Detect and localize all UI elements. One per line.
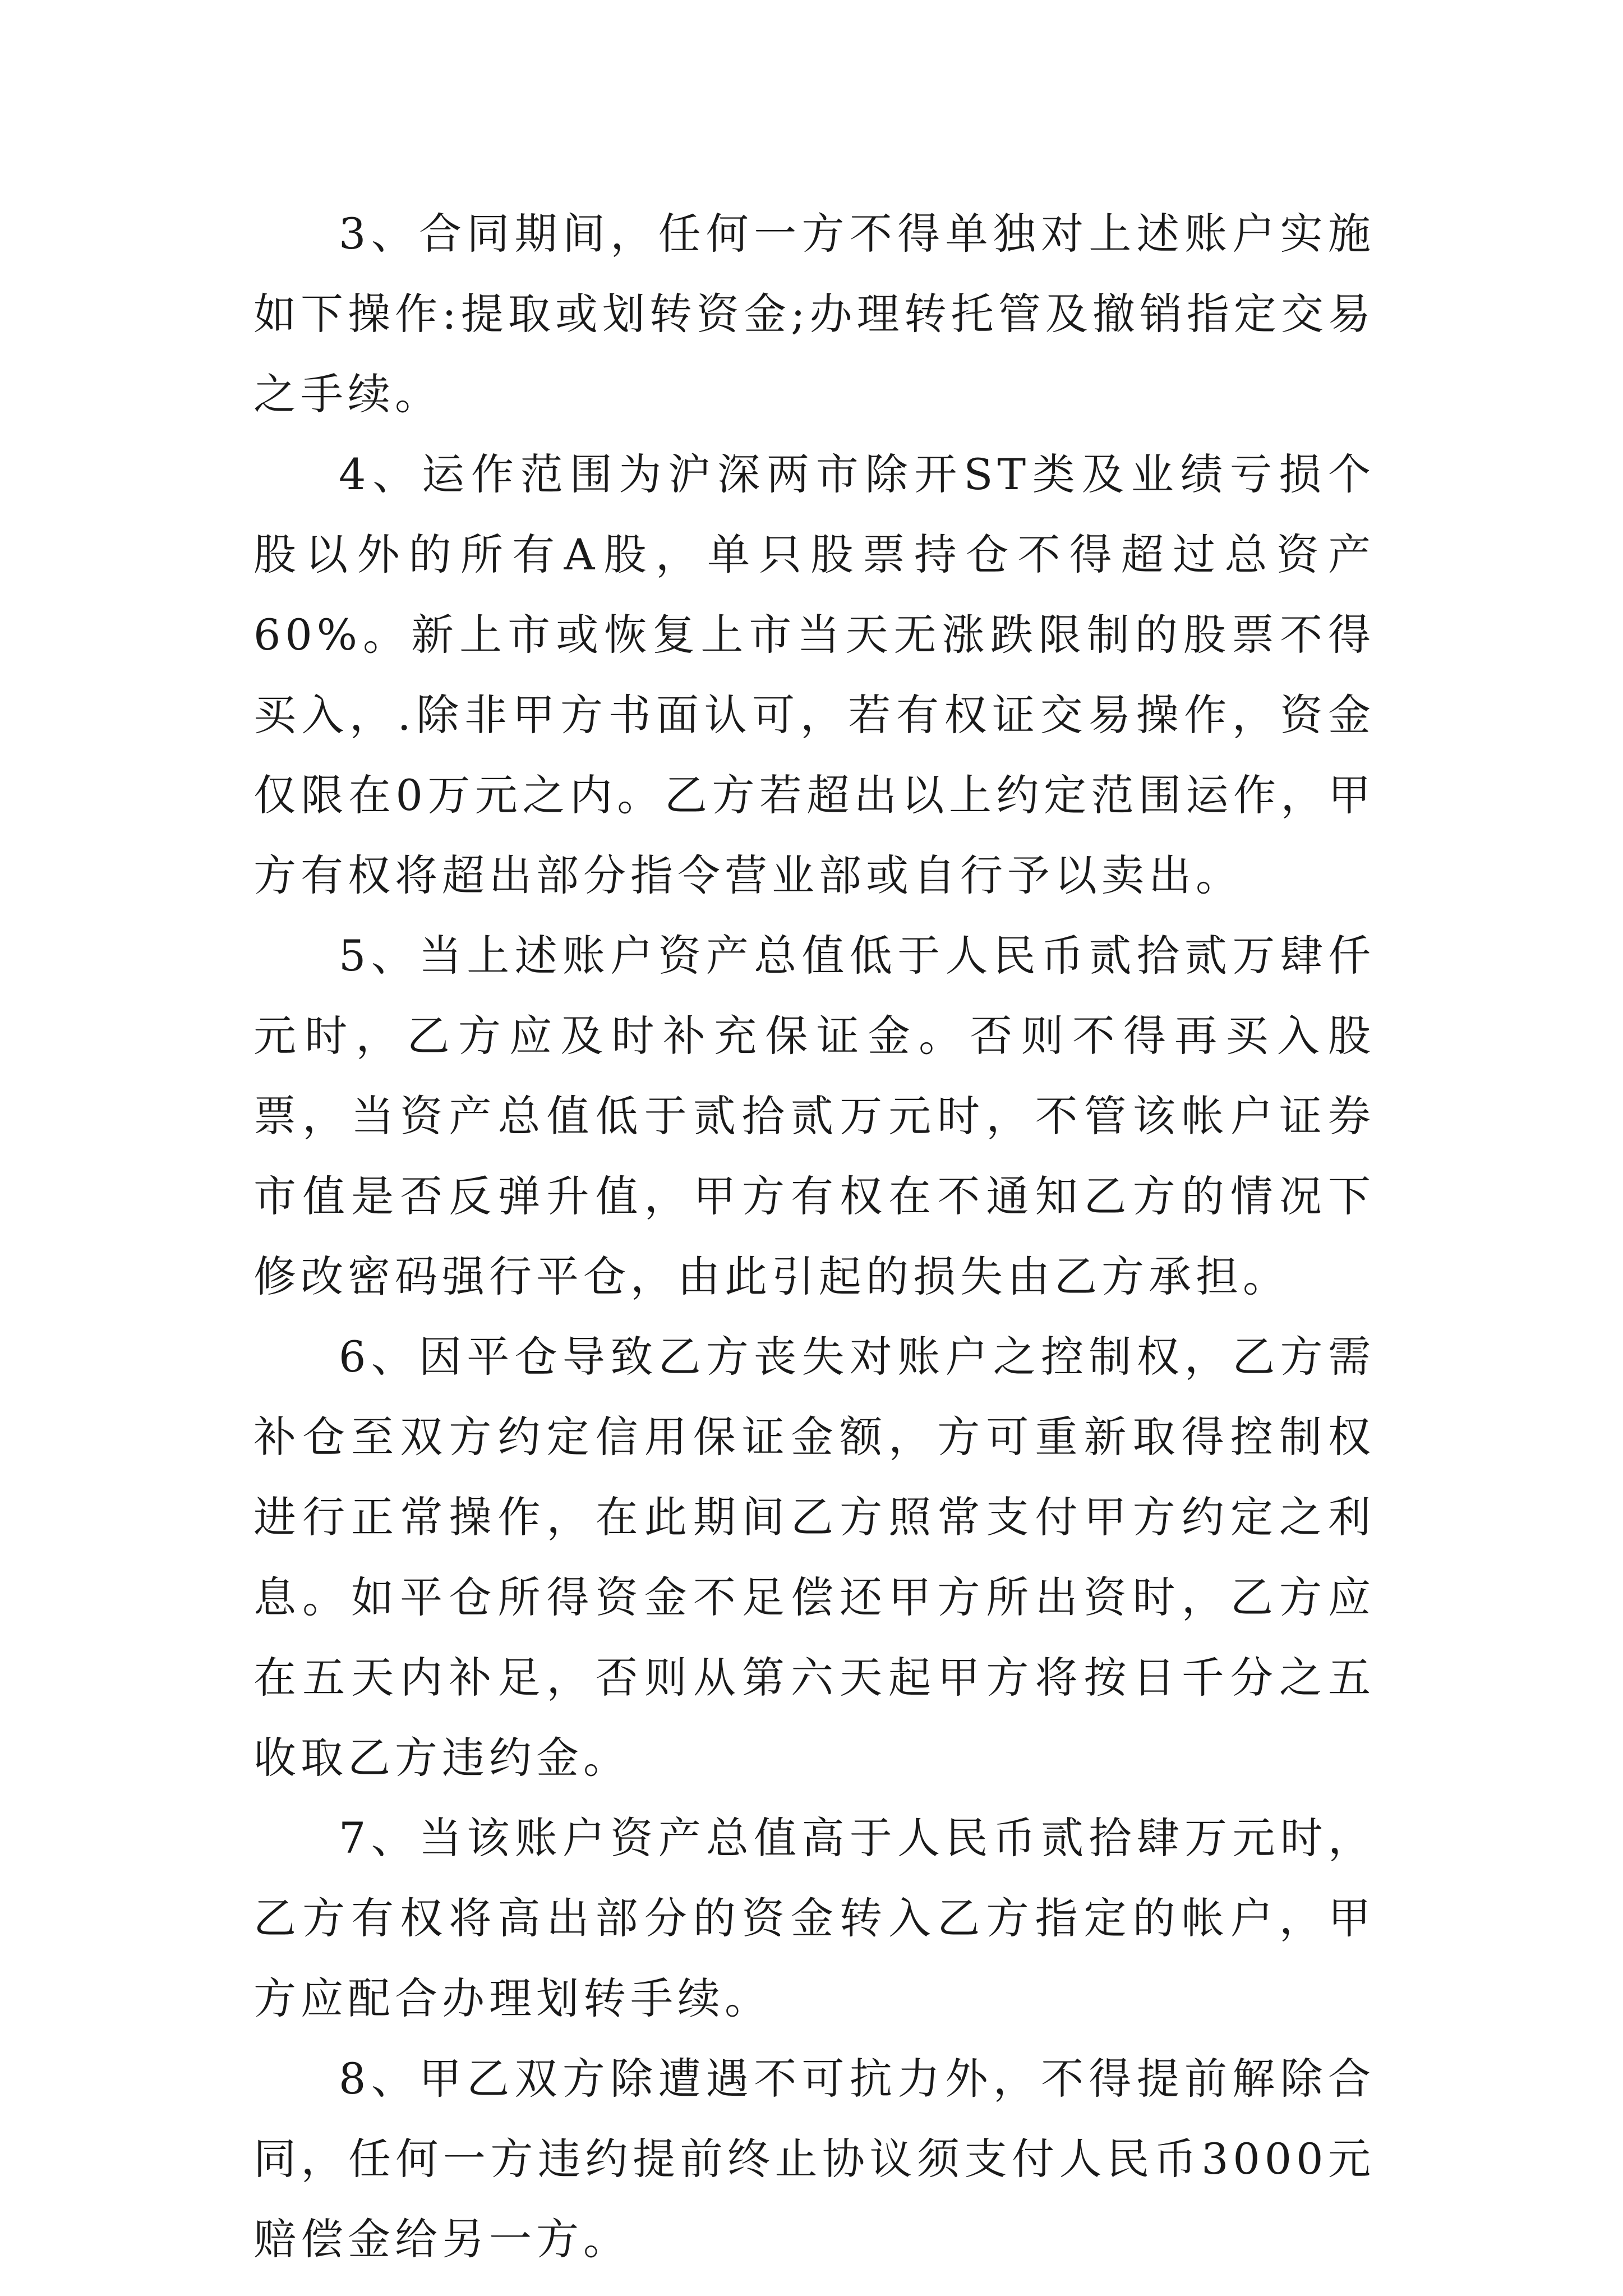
clause-3: 3、合同期间，任何一方不得单独对上述账户实施如下操作:提取或划转资金;办理转托管及撤销指定交易之手续。 <box>253 209 1375 419</box>
clause-7: 7、当该账户资产总值高于人民币贰拾肆万元时，乙方有权将高出部分的资金转入乙方指定的帐户，甲方应配合办理划转手续。 <box>253 1813 1375 2023</box>
clause-6: 6、因平仓导致乙方丧失对账户之控制权，乙方需补仓至双方约定信用保证金额，方可重新取得控制权进行正常操作，在此期间乙方照常支付甲方约定之利息。如平仓所得资金不足偿还甲方所出资时，乙方应在五天内补足，否则从第六天起甲方将按日千分之五收取乙方违约金。 <box>253 1332 1375 1783</box>
clause-5: 5、当上述账户资产总值低于人民币贰拾贰万肆仟元时，乙方应及时补充保证金。否则不得再买入股票，当资产总值低于贰拾贰万元时，不管该帐户证券市值是否反弹升值，甲方有权在不通知乙方的情况下修改密码强行平仓，由此引起的损失由乙方承担。 <box>253 931 1375 1301</box>
contract-body <box>253 194 1375 2279</box>
clause-4: 4、运作范围为沪深两市除开ST类及业绩亏损个股以外的所有A股，单只股票持仓不得超过总资产60%。新上市或恢复上市当天无涨跌限制的股票不得买入，.除非甲方书面认可，若有权证交易操作，资金仅限在0万元之内。乙方若超出以上约定范围运作，甲方有权将超出部分指令营业部或自行予以卖出。 <box>253 449 1375 900</box>
clause-8: 8、甲乙双方除遭遇不可抗力外，不得提前解除合同，任何一方违约提前终止协议须支付人民币3000元赔偿金给另一方。 <box>253 2054 1375 2264</box>
